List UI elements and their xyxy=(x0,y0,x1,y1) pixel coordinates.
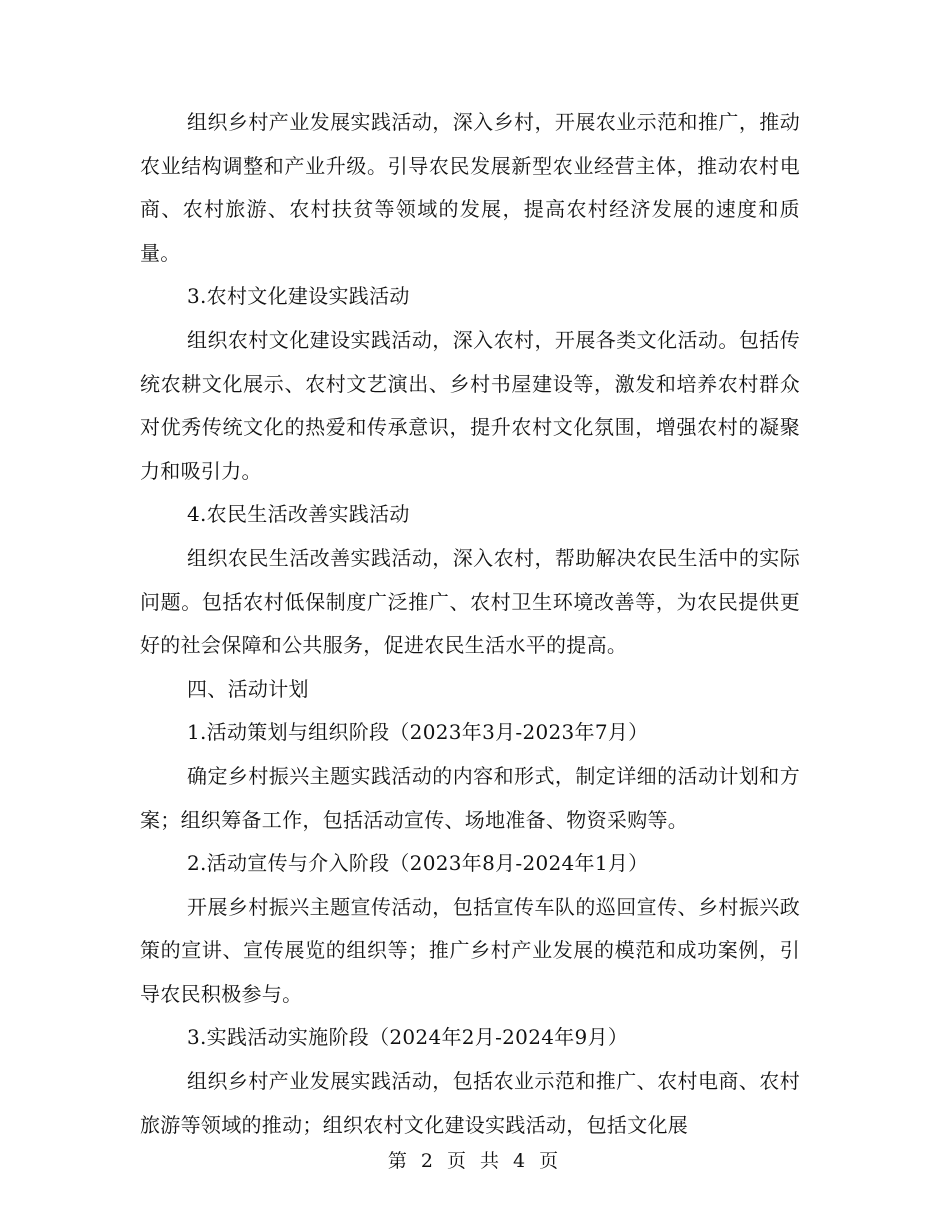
document-body xyxy=(140,101,800,1147)
section-heading-activity-plan: 四、活动计划 xyxy=(187,676,309,701)
paragraph-publicity-stage: 开展乡村振兴主题宣传活动，包括宣传车队的巡回宣传、乡村振兴政策的宣讲、宣传展览的组织等；推广乡村产业发展的模范和成功案例，引导农民积极参与。 xyxy=(140,894,800,1006)
paragraph-industry-development: 组织乡村产业发展实践活动，深入乡村，开展农业示范和推广，推动农业结构调整和产业升级。引导农民发展新型农业经营主体，推动农村电商、农村旅游、农村扶贫等领域的发展，提高农村经济发展的速度和质量。 xyxy=(140,110,800,265)
paragraph-culture-activity: 组织农村文化建设实践活动，深入农村，开展各类文化活动。包括传统农耕文化展示、农村文艺演出、乡村书屋建设等，激发和培养农村群众对优秀传统文化的热爱和传承意识，提升农村文化氛围，增强农村的凝聚力和吸引力。 xyxy=(140,327,800,483)
heading-livelihood-activity: 4.农民生活改善实践活动 xyxy=(187,502,410,527)
heading-planning-stage: 1.活动策划与组织阶段（2023年3月-2023年7月） xyxy=(187,720,649,745)
paragraph-livelihood-activity: 组织农民生活改善实践活动，深入农村，帮助解决农民生活中的实际问题。包括农村低保制度广泛推广、农村卫生环境改善等，为农民提供更好的社会保障和公共服务，促进农民生活水平的提高。 xyxy=(140,545,800,658)
heading-culture-activity: 3.农村文化建设实践活动 xyxy=(187,284,410,309)
page-number-footer: 第 2 页 共 4 页 xyxy=(387,1150,563,1172)
heading-implementation-stage: 3.实践活动实施阶段（2024年2月-2024年9月） xyxy=(187,1025,629,1050)
paragraph-planning-stage: 确定乡村振兴主题实践活动的内容和形式，制定详细的活动计划和方案；组织筹备工作，包括活动宣传、场地准备、物资采购等。 xyxy=(140,763,800,832)
heading-publicity-stage: 2.活动宣传与介入阶段（2023年8月-2024年1月） xyxy=(187,851,649,876)
paragraph-implementation-stage: 组织乡村产业发展实践活动，包括农业示范和推广、农村电商、农村旅游等领域的推动；组织农村文化建设实践活动，包括文化展 xyxy=(140,1069,800,1137)
